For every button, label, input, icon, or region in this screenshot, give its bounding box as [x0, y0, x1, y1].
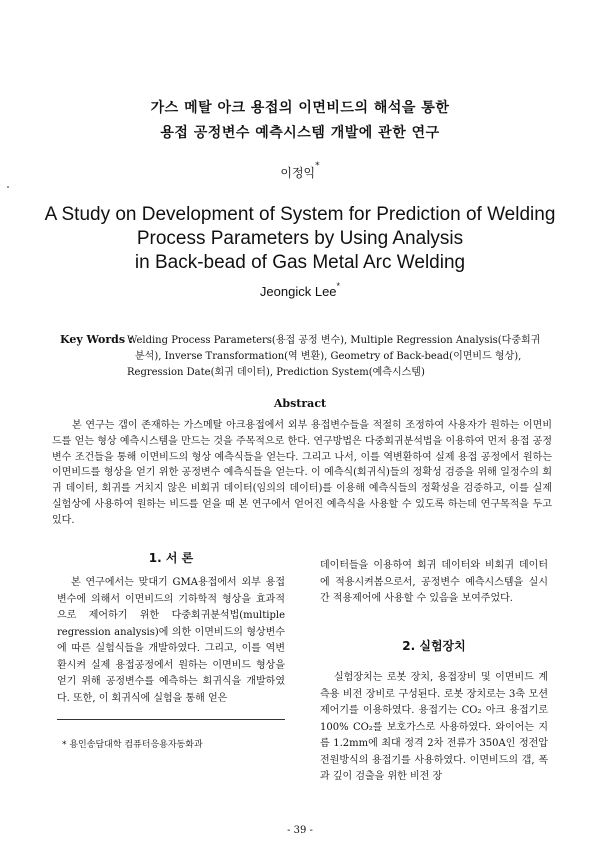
section2-body: 실험장치는 로봇 장치, 용접장비 및 이면비드 계측용 비전 장비로 구성된다. 로봇 장치로는 3축 모션제어기를 이용하였다. 용접기는 CO₂ 아크 용접기로 100% CO₂를 보호가스로 사용하였다. 와이어는 지름 1.2mm에 최대 정격 2차 전류가 350A인 정전압 전원방식의 용접기를 사용하였다. 이면비드의 갭, 폭과 깊이 검출을 위한 비전 장: [320, 672, 548, 782]
author-mark: *: [315, 161, 320, 171]
key-words-line1: Welding Process Parameters(용접 공정 변수), Multiple Regression Analysis(다중회귀: [127, 335, 541, 346]
abstract-body: 본 연구는 갭이 존재하는 가스메탈 아크용접에서 외부 용접변수들을 적절히 조정하여 사용자가 원하는 이면비드를 얻는 형상 예측시스템을 만드는 것을 주목적으로 한다. 연구방법은 다중회귀분석법을 이용하여 먼저 용접 공정변수 조건들을 통해 이면비드의 형상 예측식들을 얻는다. 그리고 나서, 이를 역변환하여 실제 용접 공정에서 원하는 이면비드를 형상을 얻기 위한 공정변수 예측식들을 얻는다. 이 예측식(회귀식)들의 정확성 검증을 위해 일정수의 회귀 데이터, 회귀를 거치지 않은 비회귀 데이터(임의의 데이터)를 이용해 예측식들의 정확성을 검증하고, 이를 실제 실험상에 사용하여 원하는 비드를 얻을 때 본 연구에서 얻어진 예측식을 사용할 수 있도록 하는데 연구목적을 두고 있다.: [52, 420, 552, 526]
author-korean-name: 이정익: [280, 166, 316, 180]
author-korean: [0, 161, 600, 181]
author-mark-en: *: [336, 281, 341, 291]
key-words-text: [127, 333, 555, 381]
english-title-line1: A Study on Development of System for Prediction of Welding: [44, 204, 556, 225]
key-words-label: Key Words :: [60, 333, 133, 346]
english-title-line3: in Back-bead of Gas Metal Arc Welding: [134, 252, 466, 273]
footnote-divider: [57, 719, 285, 720]
section1-title: 1. 서 론: [148, 551, 194, 565]
section2-title: 2. 실험장치: [402, 639, 466, 653]
section1-continuation: 데이터들을 이용하여 회귀 데이터와 비회귀 데이터에 적용시켜봄으로서, 공정변수 예측시스템을 실시간 적용제어에 사용할 수 있음을 보여주었다.: [320, 560, 548, 604]
abstract-title: Abstract: [273, 397, 327, 410]
footnote: * 용인송담대학 컴퓨터응용자동화과: [62, 740, 203, 750]
key-words-line3: Regression Date(회귀 데이터), Prediction System(예측시스템): [127, 367, 425, 378]
scan-speck: [7, 186, 9, 188]
section1-body: 본 연구에서는 맞대기 GMA용접에서 외부 용접변수에 의해서 이면비드의 기하학적 형상을 효과적으로 제어하기 위한 다중회귀분석법(multiple regression analysis)에 의한 이면비드의 형상변수에 따른 실험식들을 개발하였다. 그리고, 이를 역변환시켜 실제 용접공정에서 원하는 이면비드 형상을 얻기 위해 공정변수를 예측하는 회귀식을 개발하였다. 또한, 이 회귀식에 실험을 통해 얻은: [57, 577, 285, 704]
key-words-line2: 분석), Inverse Transformation(역 변환), Geometry of Back-bead(이면비드 형상),: [135, 351, 522, 362]
english-title-line2: Process Parameters by Using Analysis: [136, 228, 464, 249]
author-english: [0, 281, 600, 299]
page-number: - 39 -: [287, 825, 313, 836]
korean-title-line1: 가스 메탈 아크 용접의 이면비드의 해석을 통한: [150, 100, 450, 116]
korean-title-line2: 용접 공정변수 예측시스템 개발에 관한 연구: [160, 125, 440, 141]
author-english-name: Jeongick Lee: [259, 284, 337, 299]
